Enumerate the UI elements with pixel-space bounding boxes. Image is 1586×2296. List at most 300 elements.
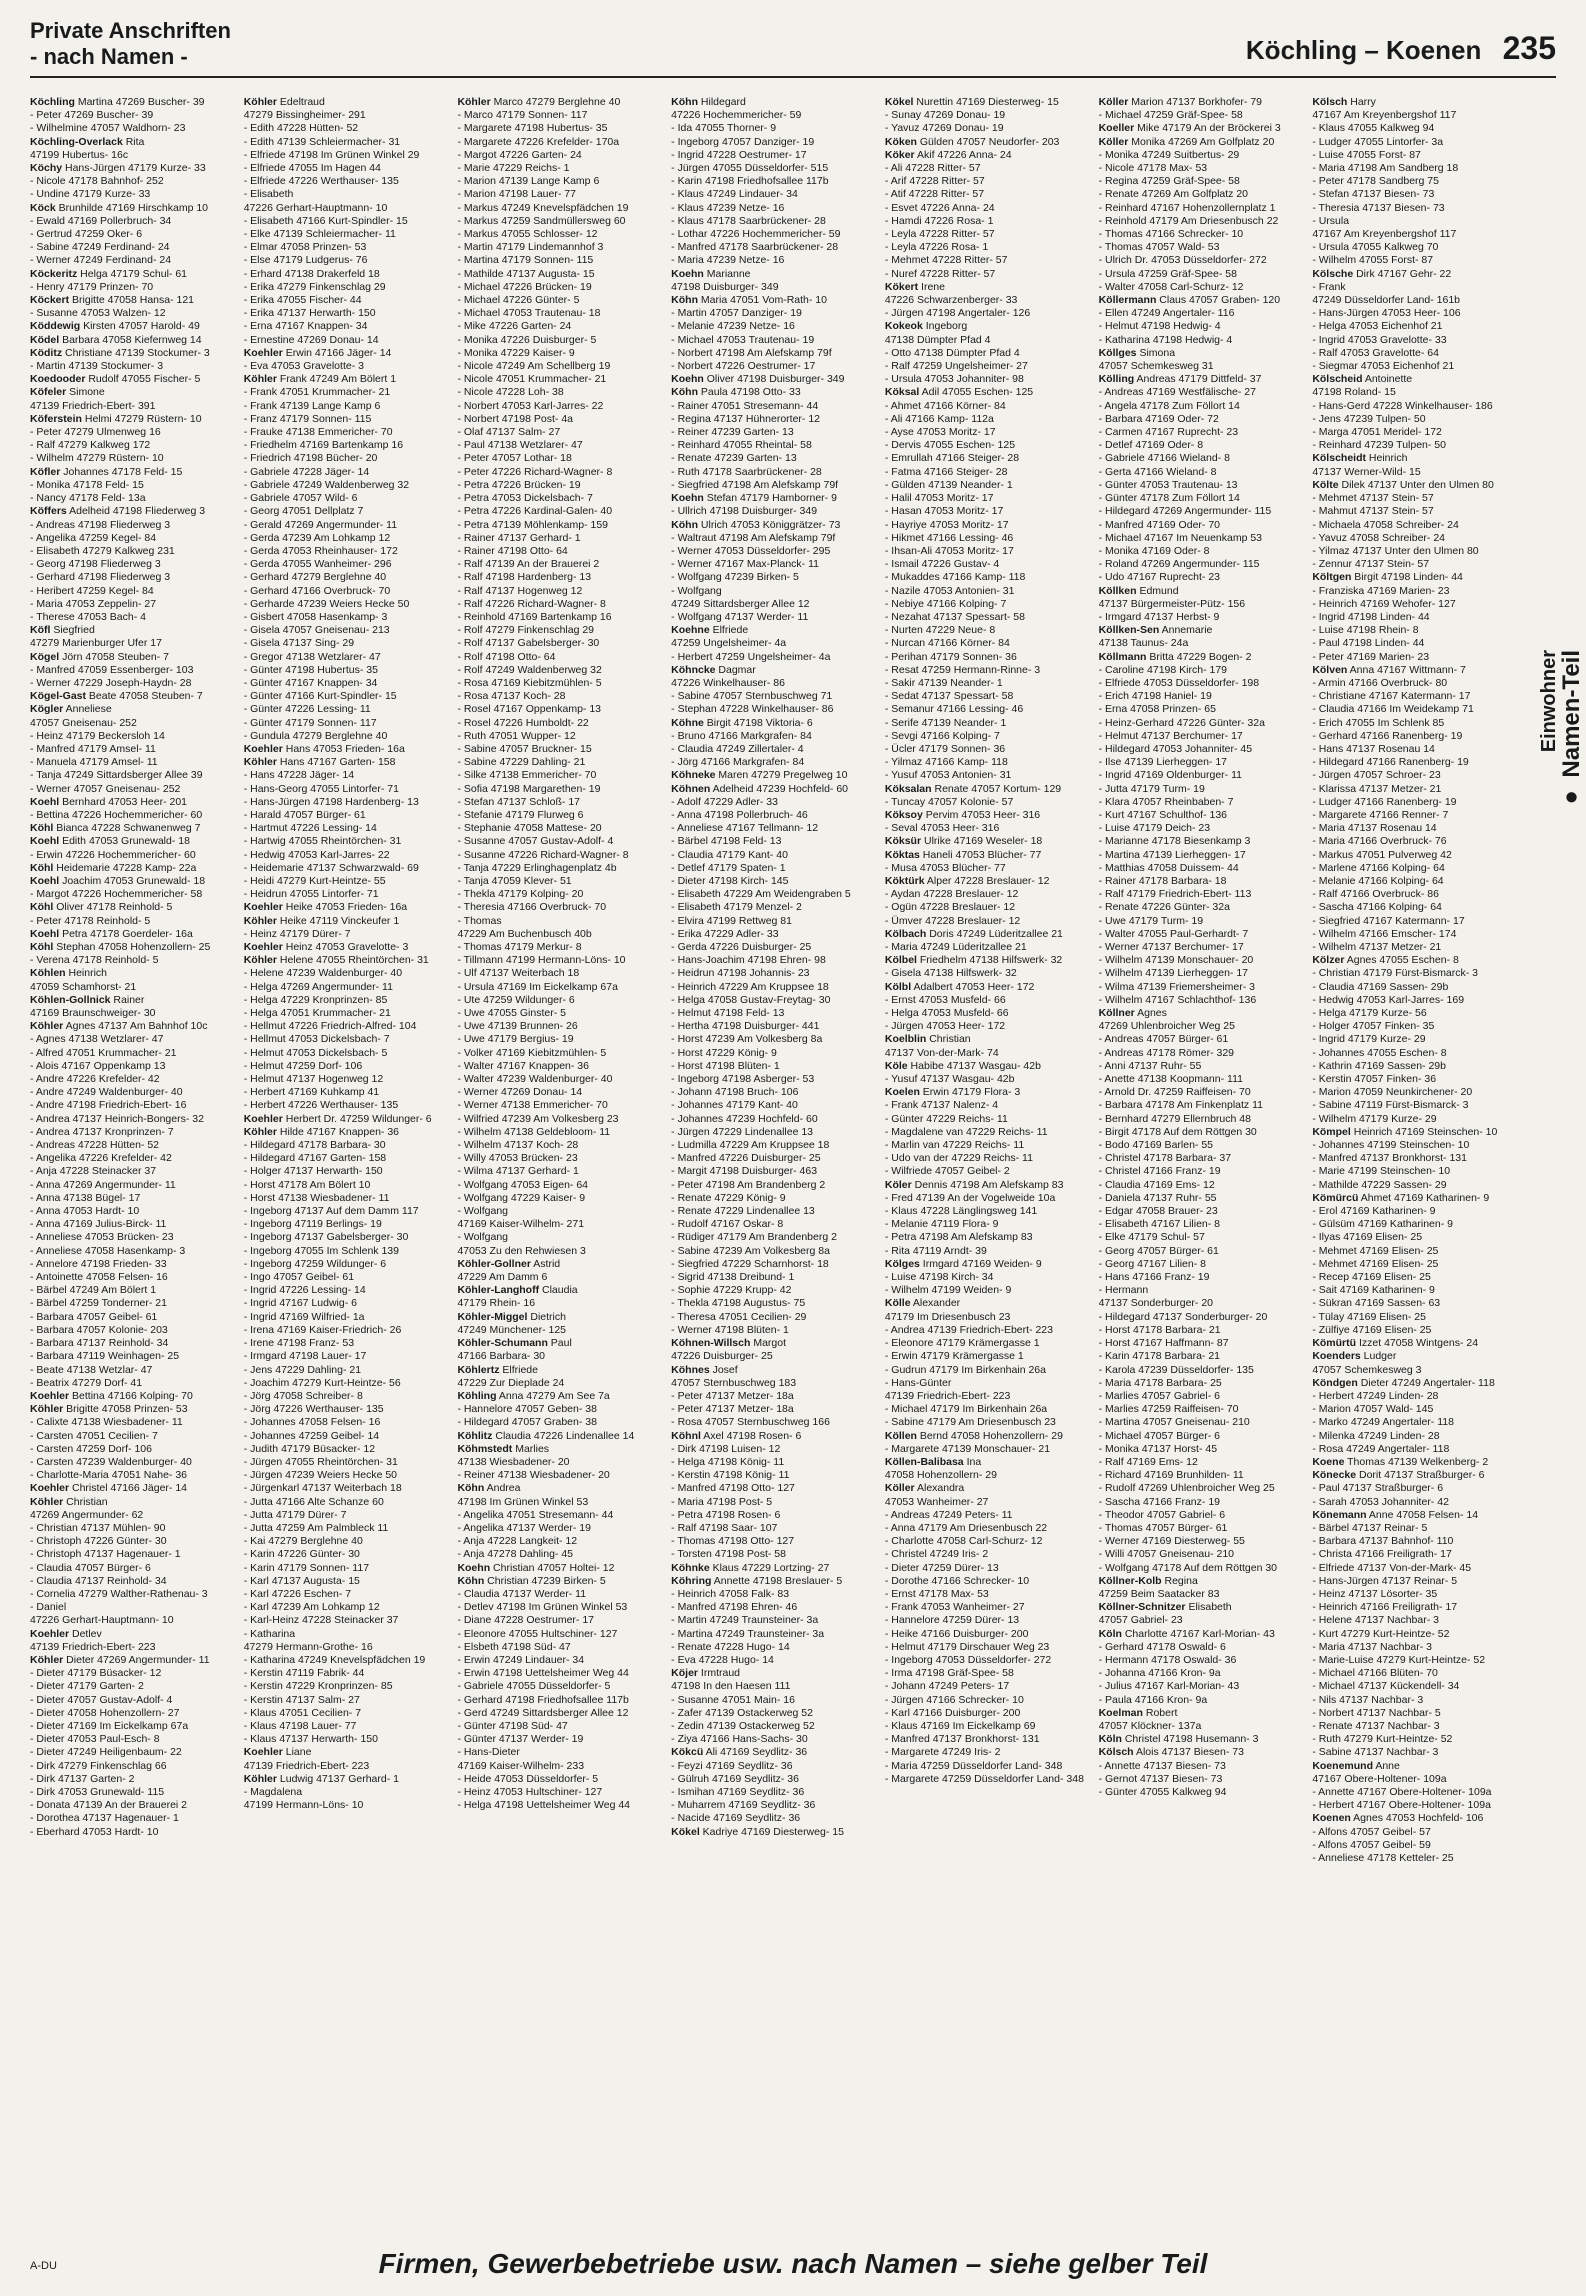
list-item: [885, 1601, 1093, 1614]
list-item: [1099, 703, 1307, 716]
list-item: [1312, 1760, 1520, 1773]
directory-column: [885, 96, 1093, 2206]
entry-text: - Margarete 47259 Düsseldorfer Land- 348: [884, 1772, 1084, 1785]
list-item: [1099, 730, 1307, 743]
entry-text: - Resat 47259 Hermann-Rinne- 3: [884, 663, 1041, 676]
list-item: [457, 717, 665, 730]
entry-text: - Gabriele 47166 Wieland- 8: [1098, 452, 1230, 465]
list-item: [1312, 981, 1520, 994]
entry-text: - Frank 47053 Wanheimer- 27: [884, 1601, 1025, 1614]
list-item: [244, 1654, 452, 1667]
entry-text: - Michaela 47058 Schreiber- 24: [1312, 518, 1459, 531]
list-item: [30, 136, 238, 149]
list-item: [885, 1271, 1093, 1284]
list-item: [885, 1733, 1093, 1746]
list-item: [671, 1509, 879, 1522]
list-item: [244, 1324, 452, 1337]
entry-text: Harry: [1347, 96, 1376, 108]
entry-text: - Elisabeth 47229 Am Weidengraben 5: [671, 888, 851, 901]
list-item: [1099, 1667, 1307, 1680]
entry-text: - Elke 47179 Schul- 57: [1098, 1231, 1205, 1244]
entry-text: 47226 Duisburger- 25: [671, 1350, 773, 1363]
list-item: [885, 1033, 1093, 1046]
entry-text: - Nicole 47178 Bahnhof- 252: [30, 175, 164, 188]
entry-text: - Nicole 47178 Max- 53: [1098, 162, 1208, 175]
entry-text: - Anette 47138 Koopmann- 111: [1098, 1073, 1243, 1086]
entry-surname: Köchy: [30, 162, 63, 175]
entry-text: - Ralf 47259 Ungelsheimer- 27: [884, 360, 1028, 373]
list-item: [457, 1562, 665, 1575]
entry-surname: Koehl: [30, 927, 60, 940]
entry-text: - Edith 47139 Schleiermacher- 31: [243, 135, 401, 148]
list-item: [885, 413, 1093, 426]
entry-text: - Herbert 47226 Werthauser- 135: [243, 1099, 399, 1112]
list-item: [457, 149, 665, 162]
list-item: [885, 452, 1093, 465]
list-item: [244, 1020, 452, 1033]
list-item: [457, 1469, 665, 1482]
list-item: [885, 1667, 1093, 1680]
entry-text: Barbara 47058 Kiefernweg 14: [59, 333, 202, 346]
list-item: [30, 281, 238, 294]
entry-text: Brunhilde 47169 Hirschkamp 10: [55, 201, 209, 214]
list-item: [1312, 941, 1520, 954]
entry-text: - Klaus 47169 Im Eickelkamp 69: [884, 1719, 1036, 1732]
list-item: [30, 611, 238, 624]
entry-surname: Koelman: [1098, 1706, 1143, 1719]
list-item: [671, 1192, 879, 1205]
entry-text: - Andreas 47228 Hütten- 52: [30, 1139, 160, 1152]
entry-text: - Hannelore 47259 Dürer- 13: [884, 1614, 1020, 1627]
entry-surname: Köhler: [243, 1772, 277, 1785]
list-item: [457, 967, 665, 980]
list-item: [457, 175, 665, 188]
entry-surname: Köfeler: [30, 386, 67, 399]
list-item: [671, 96, 879, 109]
entry-surname: Köllner-Schnitzer: [1098, 1601, 1186, 1614]
list-item: [1099, 1350, 1307, 1363]
entry-surname: Köhn: [671, 96, 698, 108]
entry-text: - Mahmut 47137 Stein- 57: [1312, 505, 1434, 518]
entry-text: 47139 Friedrich-Ebert- 391: [30, 399, 156, 412]
entry-text: - Renate 47269 Am Golfplatz 20: [1098, 188, 1249, 201]
list-item: [244, 598, 452, 611]
entry-text: - Claudia 47169 Sassen- 29b: [1312, 980, 1449, 993]
list-item: [1312, 862, 1520, 875]
list-item: [671, 505, 879, 518]
entry-text: Adelheid 47239 Hochfeld- 60: [710, 782, 849, 795]
entry-text: 47229 Am Buchenbusch 40b: [457, 927, 592, 940]
entry-text: Birgit 47198 Viktoria- 6: [703, 716, 813, 729]
entry-text: 47137 Sonderburger- 20: [1098, 1297, 1214, 1310]
list-item: [244, 1364, 452, 1377]
entry-text: - Paul 47138 Wetzlarer- 47: [457, 439, 583, 452]
entry-text: - Wilfriede 47057 Geibel- 2: [884, 1165, 1010, 1178]
entry-text: - Jürgen 47239 Weiers Hecke 50: [243, 1469, 398, 1482]
list-item: [1312, 149, 1520, 162]
list-item: [1312, 492, 1520, 505]
list-item: [1312, 1694, 1520, 1707]
entry-text: 47053 Zu den Rehwiesen 3: [457, 1244, 586, 1257]
entry-text: - Sabine 47249 Ferdinand- 24: [30, 241, 170, 254]
list-item: [671, 492, 879, 505]
entry-text: - Helga 47179 Kurze- 56: [1312, 1007, 1427, 1020]
entry-text: - Werner 47229 Joseph-Haydn- 28: [30, 676, 192, 689]
entry-text: - Gabriele 47228 Jäger- 14: [243, 465, 370, 478]
list-item: [885, 664, 1093, 677]
entry-text: - Gülden 47139 Neander- 1: [884, 478, 1013, 491]
list-item: [244, 677, 452, 690]
entry-text: - Monika 47137 Horst- 45: [1098, 1442, 1218, 1455]
list-item: [1312, 901, 1520, 914]
entry-text: Heinrich: [65, 967, 108, 980]
list-item: [457, 1231, 665, 1244]
entry-text: - Rudolf 47167 Oskar- 8: [671, 1218, 784, 1231]
list-item: [885, 149, 1093, 162]
list-item: [1312, 585, 1520, 598]
list-item: [671, 796, 879, 809]
list-item: [457, 1390, 665, 1403]
list-item: [244, 1443, 452, 1456]
entry-text: - Hans 47137 Rosenau 14: [1312, 742, 1435, 755]
entry-text: - Sabine 47137 Nachbar- 3: [1312, 1746, 1439, 1759]
entry-text: - Ralf 47198 Saar- 107: [671, 1521, 778, 1534]
list-item: [30, 1073, 238, 1086]
list-item: [244, 1707, 452, 1720]
list-item: [30, 413, 238, 426]
entry-text: - Agnes 47138 Wetzlarer- 47: [30, 1033, 164, 1046]
list-item: [671, 149, 879, 162]
list-item: [457, 1733, 665, 1746]
list-item: [1312, 1364, 1520, 1377]
entry-surname: Koenemund: [1312, 1759, 1373, 1772]
list-item: [244, 1548, 452, 1561]
entry-surname: Köllner: [1098, 1007, 1135, 1020]
entry-text: - Andrea 47137 Heinrich-Bongers- 32: [30, 1112, 204, 1125]
entry-text: - Stefanie 47179 Flurweg 6: [457, 808, 584, 821]
list-item: [457, 1799, 665, 1812]
entry-text: - Reinhard 47167 Hohenzollernplatz 1: [1098, 201, 1276, 214]
entry-text: - Markus 47259 Sandmüllersweg 60: [457, 214, 626, 227]
entry-text: - Dorothea 47137 Hagenauer- 1: [30, 1812, 179, 1825]
entry-text: 47058 Hohenzollern- 29: [884, 1469, 997, 1482]
list-item: [1312, 1231, 1520, 1244]
entry-text: - Erwin 47226 Hochemmericher- 60: [30, 848, 196, 861]
list-item: [244, 122, 452, 135]
list-item: [885, 822, 1093, 835]
entry-text: - Daniela 47137 Ruhr- 55: [1098, 1191, 1217, 1204]
entry-text: - Maria 47053 Zeppelin- 27: [30, 597, 157, 610]
entry-text: - Roland 47269 Angermunder- 115: [1098, 558, 1260, 571]
entry-surname: Ködel: [30, 333, 60, 346]
entry-text: - Karl 47226 Eschen- 7: [243, 1587, 352, 1600]
list-item: [30, 1152, 238, 1165]
list-item: [671, 1456, 879, 1469]
entry-text: Johannes 47178 Feld- 15: [60, 465, 183, 478]
entry-text: - Klara 47057 Rheinbaben- 7: [1098, 795, 1234, 808]
entry-surname: Kömürcü: [1312, 1191, 1359, 1204]
entry-text: - Johann 47198 Bruch- 106: [671, 1086, 799, 1099]
entry-text: Anneliese: [63, 703, 112, 716]
list-item: [1099, 1113, 1307, 1126]
entry-surname: Köhnke: [671, 1561, 710, 1574]
list-item: [885, 1364, 1093, 1377]
list-item: [885, 1430, 1093, 1443]
entry-text: - Michael 47053 Trautenau- 18: [457, 307, 601, 320]
entry-text: - Sunay 47269 Donau- 19: [884, 109, 1006, 122]
entry-text: - Jürgenkarl 47137 Weiterbach 18: [243, 1482, 402, 1495]
list-item: [30, 466, 238, 479]
list-item: [1312, 1641, 1520, 1654]
entry-text: 47167 Obere-Holtener- 109a: [1312, 1772, 1447, 1785]
entry-text: 47139 Friedrich-Ebert- 223: [30, 1640, 156, 1653]
entry-text: - Hans-Dieter: [457, 1746, 520, 1759]
list-item: [671, 1786, 879, 1799]
entry-text: - Ida 47055 Thorner- 9: [671, 122, 777, 135]
list-item: [244, 1628, 452, 1641]
list-item: [885, 1297, 1093, 1310]
entry-text: - Siegfried 47229 Scharnhorst- 18: [671, 1257, 829, 1270]
list-item: [244, 967, 452, 980]
entry-text: - Dieter 47259 Dürer- 13: [884, 1561, 999, 1574]
entry-text: - Lothar 47226 Hochemmericher- 59: [671, 228, 841, 241]
entry-text: - Gisela 47137 Sing- 29: [243, 637, 355, 650]
list-item: [885, 756, 1093, 769]
list-item: [30, 1007, 238, 1020]
entry-text: 47249 Münchener- 125: [457, 1323, 567, 1336]
entry-text: - Ali 47166 Kamp- 112a: [884, 412, 994, 425]
entry-text: - Renate 47226 Günter- 32a: [1098, 901, 1230, 914]
list-item: [885, 743, 1093, 756]
list-item: [671, 1812, 879, 1825]
entry-text: - Klaus 47239 Netze- 16: [671, 201, 785, 214]
list-item: [244, 783, 452, 796]
list-item: [1099, 1179, 1307, 1192]
list-item: [671, 1562, 879, 1575]
list-item: [30, 1654, 238, 1667]
list-item: [1099, 1047, 1307, 1060]
entry-surname: Kölling: [1098, 373, 1135, 386]
list-item: [1099, 1614, 1307, 1627]
list-item: [30, 1113, 238, 1126]
list-item: [1099, 1628, 1307, 1641]
list-item: [1099, 1430, 1307, 1443]
list-item: [885, 1588, 1093, 1601]
entry-text: 47198 Roland- 15: [1312, 386, 1396, 399]
list-item: [244, 690, 452, 703]
entry-text: - Antoinette 47058 Felsen- 16: [30, 1271, 168, 1284]
list-item: [1099, 228, 1307, 241]
entry-text: - Hildegard 47178 Barbara- 30: [243, 1139, 386, 1152]
entry-text: - Martina 47179 Sonnen- 115: [457, 254, 594, 267]
list-item: [1312, 1667, 1520, 1680]
entry-text: - Paul 47198 Linden- 44: [1312, 637, 1425, 650]
entry-surname: Köhl: [30, 901, 54, 914]
list-item: [1099, 136, 1307, 149]
list-item: [1312, 1562, 1520, 1575]
list-item: [671, 1548, 879, 1561]
list-item: [885, 730, 1093, 743]
list-item: [457, 743, 665, 756]
list-item: [30, 294, 238, 307]
list-item: [1099, 334, 1307, 347]
list-item: [885, 1456, 1093, 1469]
entry-text: Akif 47226 Anna- 24: [914, 148, 1012, 161]
list-item: [457, 1654, 665, 1667]
list-item: [885, 122, 1093, 135]
entry-text: Detlev: [69, 1627, 102, 1640]
entry-text: - Gerhard 47198 Friedhofsallee 117b: [457, 1693, 629, 1706]
list-item: [885, 545, 1093, 558]
entry-text: Friedhelm 47138 Hilfswerk- 32: [916, 954, 1063, 967]
list-item: [1099, 1258, 1307, 1271]
list-item: [30, 1443, 238, 1456]
side-tab: [1534, 650, 1585, 930]
entry-text: - Caroline 47198 Kirch- 179: [1098, 663, 1227, 676]
list-item: [1312, 624, 1520, 637]
list-item: [30, 1575, 238, 1588]
entry-text: 47226 Hochemmericher- 59: [671, 109, 802, 122]
entry-text: - Yusuf 47137 Wasgau- 42b: [884, 1073, 1015, 1086]
entry-text: - Wolfgang 47178 Auf dem Röttgen 30: [1098, 1561, 1278, 1574]
entry-text: Habibe 47137 Wasgau- 42b: [907, 1059, 1041, 1072]
list-item: [457, 1773, 665, 1786]
list-item: [885, 598, 1093, 611]
entry-text: - Mike 47226 Garten- 24: [457, 320, 572, 333]
entry-text: Hilde 47167 Knappen- 36: [276, 1125, 399, 1138]
list-item: [457, 228, 665, 241]
entry-text: - Ingeborg 47259 Wildunger- 6: [243, 1257, 387, 1270]
entry-text: - Heinrich 47229 Am Kruppsee 18: [671, 980, 829, 993]
entry-text: - Nicole 47228 Loh- 38: [457, 386, 564, 399]
list-item: [457, 809, 665, 822]
list-item: [1312, 1139, 1520, 1152]
entry-text: Ahmet 47169 Katharinen- 9: [1358, 1191, 1490, 1204]
entry-surname: Köllmann: [1098, 650, 1147, 663]
list-item: [457, 320, 665, 333]
list-item: [1099, 254, 1307, 267]
list-item: [671, 136, 879, 149]
list-item: [1099, 954, 1307, 967]
list-item: [457, 1786, 665, 1799]
entry-text: - Martin 47139 Stockumer- 3: [30, 360, 164, 373]
list-item: [244, 347, 452, 360]
entry-text: - Christian 47137 Mühlen- 90: [30, 1521, 166, 1534]
entry-text: - Kai 47279 Berglehne 40: [243, 1535, 363, 1548]
list-item: [1312, 994, 1520, 1007]
entry-text: - Marion 47139 Lange Kamp 6: [457, 175, 600, 188]
list-item: [671, 122, 879, 135]
entry-text: - Kerstin 47137 Salm- 27: [243, 1693, 360, 1706]
list-item: [30, 730, 238, 743]
entry-text: - Erika 47229 Adler- 33: [671, 927, 779, 940]
list-item: [885, 611, 1093, 624]
entry-text: Stephan 47058 Hohenzollern- 25: [53, 941, 211, 953]
list-item: [1312, 1416, 1520, 1429]
list-item: [30, 1667, 238, 1680]
entry-text: - Carsten 47051 Cecilien- 7: [30, 1429, 158, 1442]
entry-text: 47053 Wanheimer- 27: [884, 1495, 989, 1508]
list-item: [457, 1456, 665, 1469]
list-item: [1312, 241, 1520, 254]
entry-text: - Friedrich 47198 Bücher- 20: [243, 452, 378, 465]
list-item: [457, 941, 665, 954]
list-item: [244, 1099, 452, 1112]
list-item: [671, 703, 879, 716]
entry-text: - Paul 47137 Straßburger- 6: [1312, 1482, 1444, 1495]
entry-text: - Jörg 47058 Schreiber- 8: [243, 1389, 363, 1402]
list-item: [30, 307, 238, 320]
directory-column: [457, 96, 665, 2206]
entry-surname: Köhn: [457, 1574, 485, 1587]
entry-text: - Frank: [1312, 280, 1346, 293]
entry-text: Heinz 47053 Gravelotte- 3: [282, 941, 409, 953]
entry-text: - Peter 47137 Metzer- 18a: [671, 1403, 794, 1416]
entry-text: - Siegfried 47167 Katermann- 17: [1312, 914, 1465, 927]
entry-text: - Marie-Luise 47279 Kurt-Heintze- 52: [1312, 1653, 1486, 1666]
entry-text: - Alois 47167 Oppenkamp 13: [30, 1059, 166, 1072]
entry-text: - Kerstin 47057 Finken- 36: [1312, 1073, 1437, 1086]
list-item: [1099, 519, 1307, 532]
entry-text: - Kathrin 47169 Sassen- 29b: [1312, 1059, 1446, 1072]
entry-text: - Heribert 47259 Kegel- 84: [30, 584, 154, 597]
entry-text: 47139 Friedrich-Ebert- 223: [884, 1389, 1011, 1402]
list-item: [671, 519, 879, 532]
entry-text: - Susanne 47226 Richard-Wagner- 8: [457, 848, 629, 861]
entry-text: - Ingeborg 47198 Asberger- 53: [671, 1073, 815, 1086]
entry-text: - Theresia 47166 Overbruck- 70: [457, 901, 607, 914]
entry-text: - Ücler 47179 Sonnen- 36: [884, 742, 1006, 755]
list-item: [1099, 1416, 1307, 1429]
entry-text: - Dieter 47057 Gustav-Adolf- 4: [30, 1693, 173, 1706]
list-item: [1099, 1456, 1307, 1469]
entry-text: - Rosa 47057 Sternbuschweg 166: [671, 1416, 830, 1429]
entry-text: - Marco 47179 Sonnen- 117: [457, 109, 588, 122]
list-item: [1099, 941, 1307, 954]
list-item: [1099, 809, 1307, 822]
entry-surname: Köhler-Langhoff: [457, 1284, 540, 1297]
entry-text: - Matthias 47058 Duissem- 44: [1098, 861, 1239, 874]
entry-text: - Eleonore 47179 Krämergasse 1: [884, 1337, 1040, 1350]
entry-text: - Annelore 47198 Frieden- 33: [30, 1257, 167, 1270]
entry-text: Dorit 47137 Straßburger- 6: [1356, 1469, 1485, 1482]
entry-text: - Waltraut 47198 Am Alefskamp 79f: [671, 531, 836, 544]
list-item: [1312, 1390, 1520, 1403]
list-item: [244, 1297, 452, 1310]
list-item: [671, 1284, 879, 1297]
list-item: [671, 875, 879, 888]
entry-text: - Klaus 47055 Kalkweg 94: [1312, 122, 1435, 135]
list-item: [1099, 637, 1307, 650]
entry-text: Adil 47055 Eschen- 125: [919, 386, 1034, 399]
entry-text: - Georg 47167 Lilien- 8: [1098, 1257, 1206, 1270]
list-item: [457, 1482, 665, 1495]
list-item: [457, 413, 665, 426]
list-item: [457, 1099, 665, 1112]
entry-text: - Wolfgang 47053 Eigen- 64: [457, 1178, 589, 1191]
directory-columns: [30, 96, 1520, 2206]
list-item: [1312, 215, 1520, 228]
entry-text: - Otto 47138 Dümpter Pfad 4: [884, 346, 1020, 359]
list-item: [1099, 1548, 1307, 1561]
list-item: [885, 1641, 1093, 1654]
list-item: [1312, 1720, 1520, 1733]
entry-surname: Kökcü: [671, 1746, 704, 1759]
entry-surname: Kögel-Gast: [30, 690, 87, 703]
entry-text: - Bärbel 47198 Feld- 13: [671, 835, 782, 848]
entry-text: - Ernst 47178 Max- 53: [884, 1587, 989, 1600]
list-item: [671, 452, 879, 465]
